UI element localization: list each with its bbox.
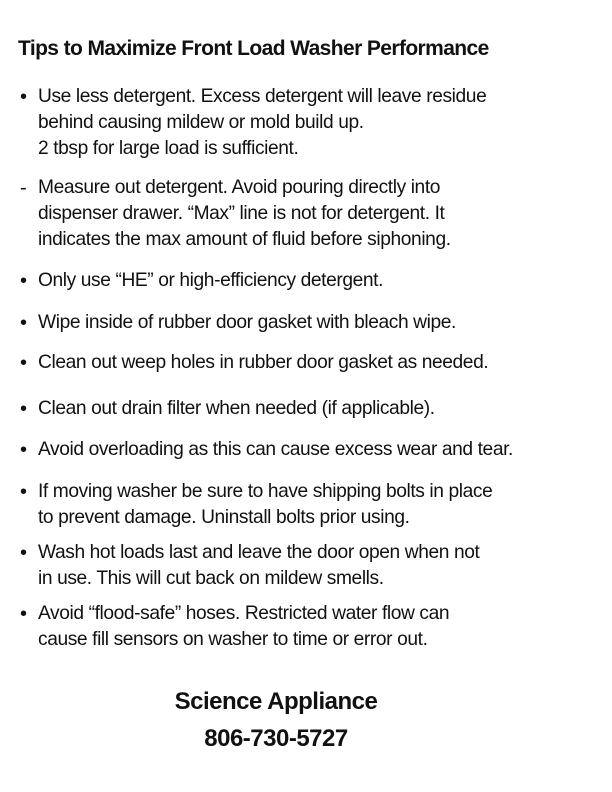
bullet-mark: •: [20, 86, 28, 108]
tip-text: Wipe inside of rubber door gasket with bleach wipe.: [38, 312, 456, 333]
phone-number: 806-730-5727: [204, 725, 348, 752]
tip-text: Wash hot loads last and leave the door open when not in use. This will cut back on mildew smells.: [38, 542, 480, 589]
tip-text: Clean out drain filter when needed (if applicable).: [38, 398, 435, 419]
tip-text: Only use “HE” or high-efficiency detergent.: [38, 270, 384, 291]
tip-text: Avoid “flood-safe” hoses. Restricted water flow can cause fill sensors on washer to time or error out.: [38, 603, 450, 650]
company-name: Science Appliance: [174, 688, 378, 715]
tip-text: If moving washer be sure to have shipping bolts in place to prevent damage. Uninstall bolts prior using.: [38, 481, 493, 528]
bullet-mark: •: [20, 352, 28, 374]
tip-text: Clean out weep holes in rubber door gasket as needed.: [38, 352, 489, 373]
bullet-mark: •: [20, 312, 28, 334]
bullet-mark: •: [20, 481, 28, 503]
bullet-mark: •: [20, 603, 28, 625]
bullet-mark: •: [20, 270, 28, 292]
bullet-mark: •: [20, 439, 28, 461]
bullet-mark: •: [20, 542, 28, 564]
tip-text: Measure out detergent. Avoid pouring directly into dispenser drawer. “Max” line is not for detergent. It indicates the max amount of fluid before siphoning.: [38, 177, 451, 250]
bullet-mark: •: [20, 398, 28, 420]
page-title: Tips to Maximize Front Load Washer Performance: [18, 37, 489, 60]
tip-text: Avoid overloading as this can cause excess wear and tear.: [38, 439, 513, 460]
bullet-mark: -: [20, 177, 27, 199]
tip-text: Use less detergent. Excess detergent will leave residue behind causing mildew or mold build up. 2 tbsp for large load is sufficient.: [38, 86, 487, 159]
